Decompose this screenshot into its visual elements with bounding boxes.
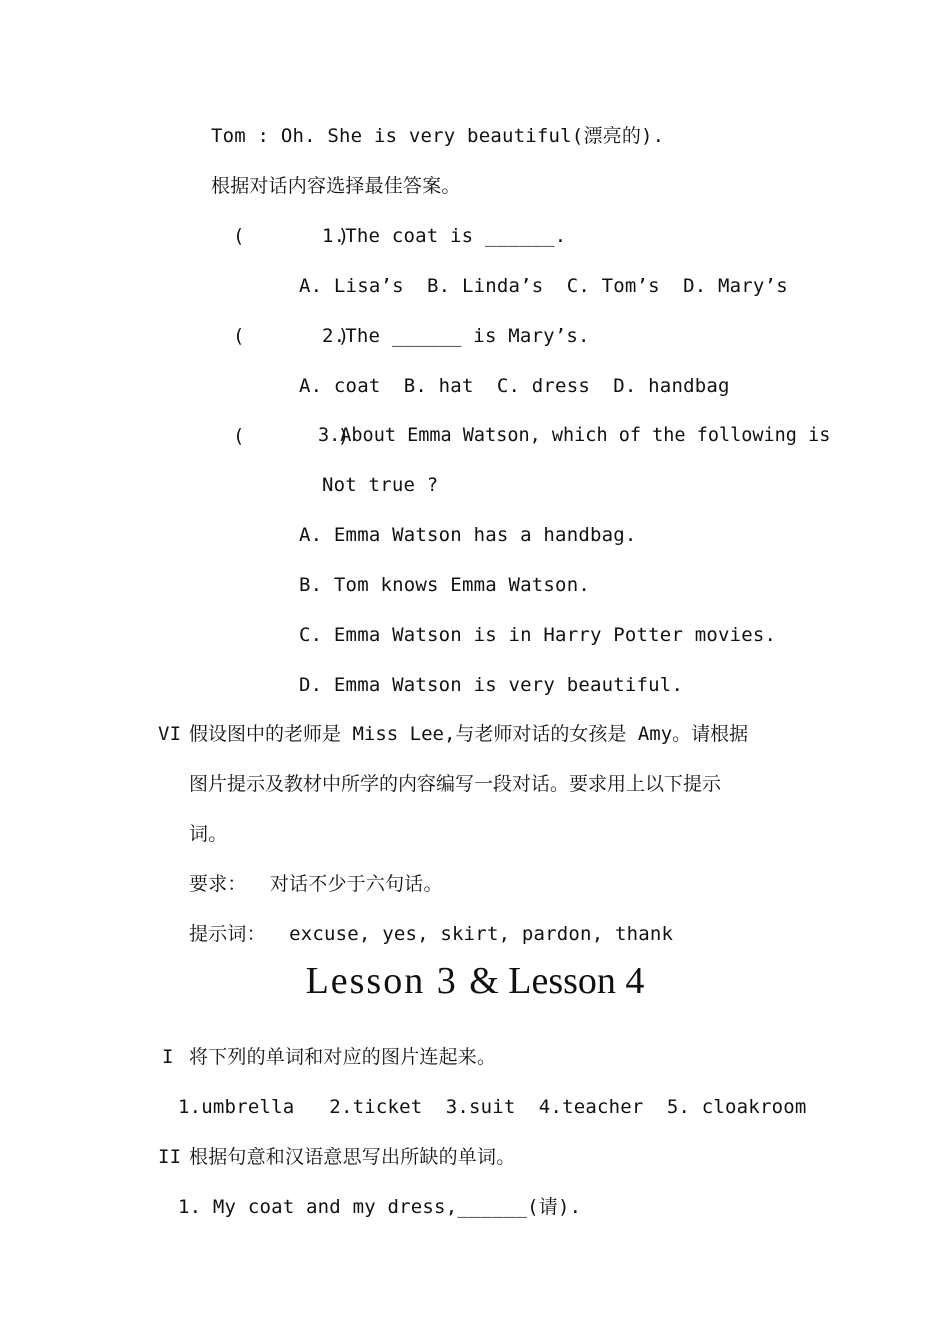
- section-vi-hint-words: 提示词： excuse, yes, skirt, pardon, thank: [189, 923, 674, 945]
- section-i-numeral: I: [162, 1046, 174, 1068]
- question-1-options: A. Lisa’s B. Linda’s C. Tom’s D. Mary’s: [299, 275, 788, 297]
- lesson-heading: [0, 956, 950, 1005]
- section-ii-title: 根据句意和汉语意思写出所缺的单词。: [189, 1146, 516, 1168]
- question-3-option-d: D. Emma Watson is very beautiful.: [299, 674, 684, 696]
- section-vi-line-1: 假设图中的老师是 Miss Lee,与老师对话的女孩是 Amy。请根据: [189, 723, 749, 745]
- section-i-title: 将下列的单词和对应的图片连起来。: [189, 1046, 497, 1068]
- section-vi-requirement: 要求： 对话不少于六句话。: [189, 873, 443, 895]
- answer-bracket-3: ( ): [233, 425, 350, 447]
- answer-bracket-1: ( ): [233, 225, 350, 247]
- question-1-text: 1.The coat is ______.: [322, 225, 567, 247]
- question-3-text: 3.About Emma Watson, which of the following is: [318, 425, 831, 446]
- section-ii-numeral: II: [158, 1146, 182, 1168]
- question-2-text: 2.The ______ is Mary’s.: [322, 325, 590, 347]
- question-3-option-c: C. Emma Watson is in Harry Potter movies.: [299, 624, 777, 646]
- question-2-options: A. coat B. hat C. dress D. handbag: [299, 375, 730, 397]
- question-3-text-continued: Not true ?: [322, 474, 439, 496]
- question-3-option-a: A. Emma Watson has a handbag.: [299, 524, 637, 546]
- lesson-heading-part-1: Lesson 3: [305, 960, 470, 1002]
- answer-bracket-2: ( ): [233, 325, 350, 347]
- question-3-option-b: B. Tom knows Emma Watson.: [299, 574, 590, 596]
- section-vi-line-3: 词。: [189, 823, 228, 845]
- section-vi-line-2: 图片提示及教材中所学的内容编写一段对话。要求用上以下提示: [189, 773, 722, 795]
- lesson-heading-part-2: & Lesson 4: [469, 960, 645, 1002]
- section-i-words: 1.umbrella 2.ticket 3.suit 4.teacher 5. cloakroom: [178, 1096, 807, 1118]
- dialogue-tom-line: Tom : Oh. She is very beautiful(漂亮的).: [211, 125, 665, 147]
- section-vi-numeral: VI: [158, 723, 182, 745]
- section-ii-question-1: 1. My coat and my dress,______(请).: [178, 1196, 582, 1218]
- reading-instruction: 根据对话内容选择最佳答案。: [211, 175, 461, 197]
